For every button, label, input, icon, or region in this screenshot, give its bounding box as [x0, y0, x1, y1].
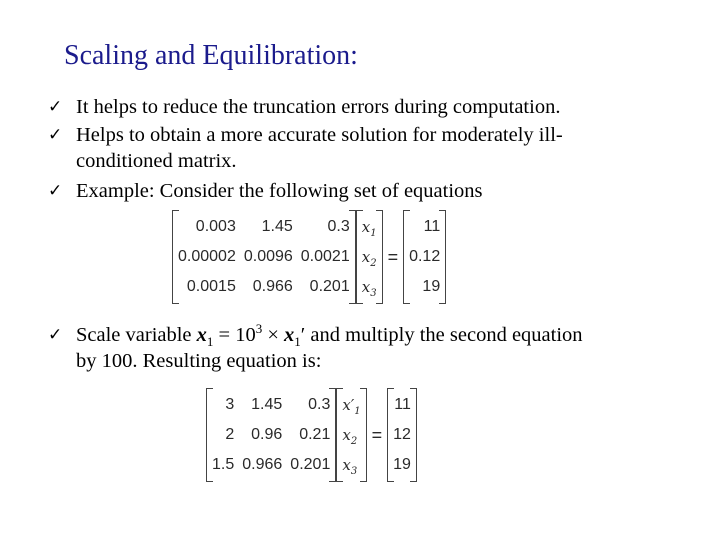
- bullet-item: [48, 94, 688, 120]
- scale-post-text: and multiply the second equation: [305, 324, 583, 346]
- check-icon: ✓: [48, 181, 63, 201]
- math-variable: x: [284, 324, 295, 346]
- variable-vector: [356, 212, 383, 302]
- math-subscript: 1: [206, 334, 214, 350]
- variable-subscript: 1: [354, 406, 361, 417]
- variable-subscript: 2: [370, 258, 377, 269]
- math-subscript: 1: [294, 334, 301, 350]
- variable-letter: x: [342, 456, 351, 474]
- variable-subscript: 3: [350, 466, 358, 477]
- check-icon: ✓: [48, 125, 63, 145]
- variable-vector: [336, 390, 366, 480]
- variable-subscript: 2: [350, 436, 358, 447]
- variable-letter: x: [361, 278, 371, 296]
- variable-cell: [362, 212, 377, 242]
- variable-letter: x: [342, 426, 351, 444]
- variable-letter: x: [361, 218, 371, 236]
- variable-cell: [362, 242, 377, 272]
- matrix-cell: 0.966: [242, 456, 283, 473]
- math-variable: x: [196, 324, 207, 346]
- matrix-cell: 0.00002: [178, 248, 236, 265]
- bullet-text: [76, 178, 688, 204]
- matrix-cell: 2: [225, 426, 235, 443]
- rhs-cell: 12: [393, 426, 411, 443]
- bullet-line: It helps to reduce the truncation errors during computation.: [76, 96, 561, 118]
- matrix-cell: 0.3: [327, 218, 350, 235]
- variable-prime: ′: [350, 396, 355, 414]
- rhs-cell: 11: [394, 396, 411, 413]
- bullet-text: [76, 94, 688, 120]
- coefficient-matrix: [206, 390, 336, 480]
- equals-sign: =: [371, 424, 383, 445]
- scale-pre-text: Scale variable: [76, 324, 197, 346]
- slide-title: Scaling and Equilibration:: [64, 40, 358, 71]
- matrix-cell: 3: [225, 396, 235, 413]
- bullet-line: by 100. Resulting equation is:: [76, 350, 322, 372]
- math-prime: ′: [300, 324, 306, 346]
- variable-subscript: 3: [370, 288, 377, 299]
- matrix-cell: 1.45: [251, 396, 283, 413]
- variable-letter: x: [342, 396, 351, 414]
- rhs-cell: 19: [393, 456, 411, 473]
- rhs-cell: 19: [422, 278, 441, 295]
- rhs-cell: 0.12: [409, 248, 441, 265]
- equation-system-original: [172, 212, 446, 302]
- rhs-cell: 11: [423, 218, 441, 235]
- matrix-cell: 0.201: [309, 278, 350, 295]
- variable-cell: [342, 420, 360, 450]
- matrix-cell: 0.3: [308, 396, 331, 413]
- bullet-text: [76, 322, 688, 374]
- check-icon: ✓: [48, 97, 63, 117]
- bullet-line: conditioned matrix.: [76, 150, 237, 172]
- bullet-item-scale: [48, 322, 688, 374]
- bullet-line: [76, 322, 688, 348]
- bullet-item: [48, 122, 688, 174]
- math-times: ×: [262, 324, 285, 346]
- variable-letter: x: [361, 248, 371, 266]
- rhs-vector: [403, 212, 446, 302]
- bullet-item: [48, 178, 688, 204]
- variable-subscript: 1: [370, 228, 377, 239]
- bullet-line: Example: Consider the following set of equations: [76, 180, 483, 202]
- matrix-cell: 0.21: [299, 426, 331, 443]
- matrix-cell: 0.0021: [300, 248, 350, 265]
- variable-cell: [342, 390, 360, 420]
- matrix-cell: 0.003: [195, 218, 236, 235]
- matrix-cell: 0.0015: [186, 278, 236, 295]
- equals-sign: =: [387, 246, 399, 267]
- variable-cell: [342, 450, 360, 480]
- equation-system-scaled: [206, 390, 417, 480]
- matrix-cell: 0.966: [252, 278, 293, 295]
- matrix-cell: 0.96: [251, 426, 283, 443]
- math-equals-text: = 10: [213, 324, 256, 346]
- variable-cell: [362, 272, 377, 302]
- matrix-cell: 0.201: [290, 456, 331, 473]
- bullet-text: [76, 122, 688, 174]
- math-exponent: 3: [255, 321, 263, 337]
- bullet-line: Helps to obtain a more accurate solution for moderately ill-: [76, 124, 563, 146]
- coefficient-matrix: [172, 212, 356, 302]
- matrix-cell: 0.0096: [243, 248, 293, 265]
- check-icon: ✓: [48, 325, 63, 345]
- rhs-vector: [387, 390, 417, 480]
- matrix-cell: 1.45: [261, 218, 293, 235]
- matrix-cell: 1.5: [212, 456, 235, 473]
